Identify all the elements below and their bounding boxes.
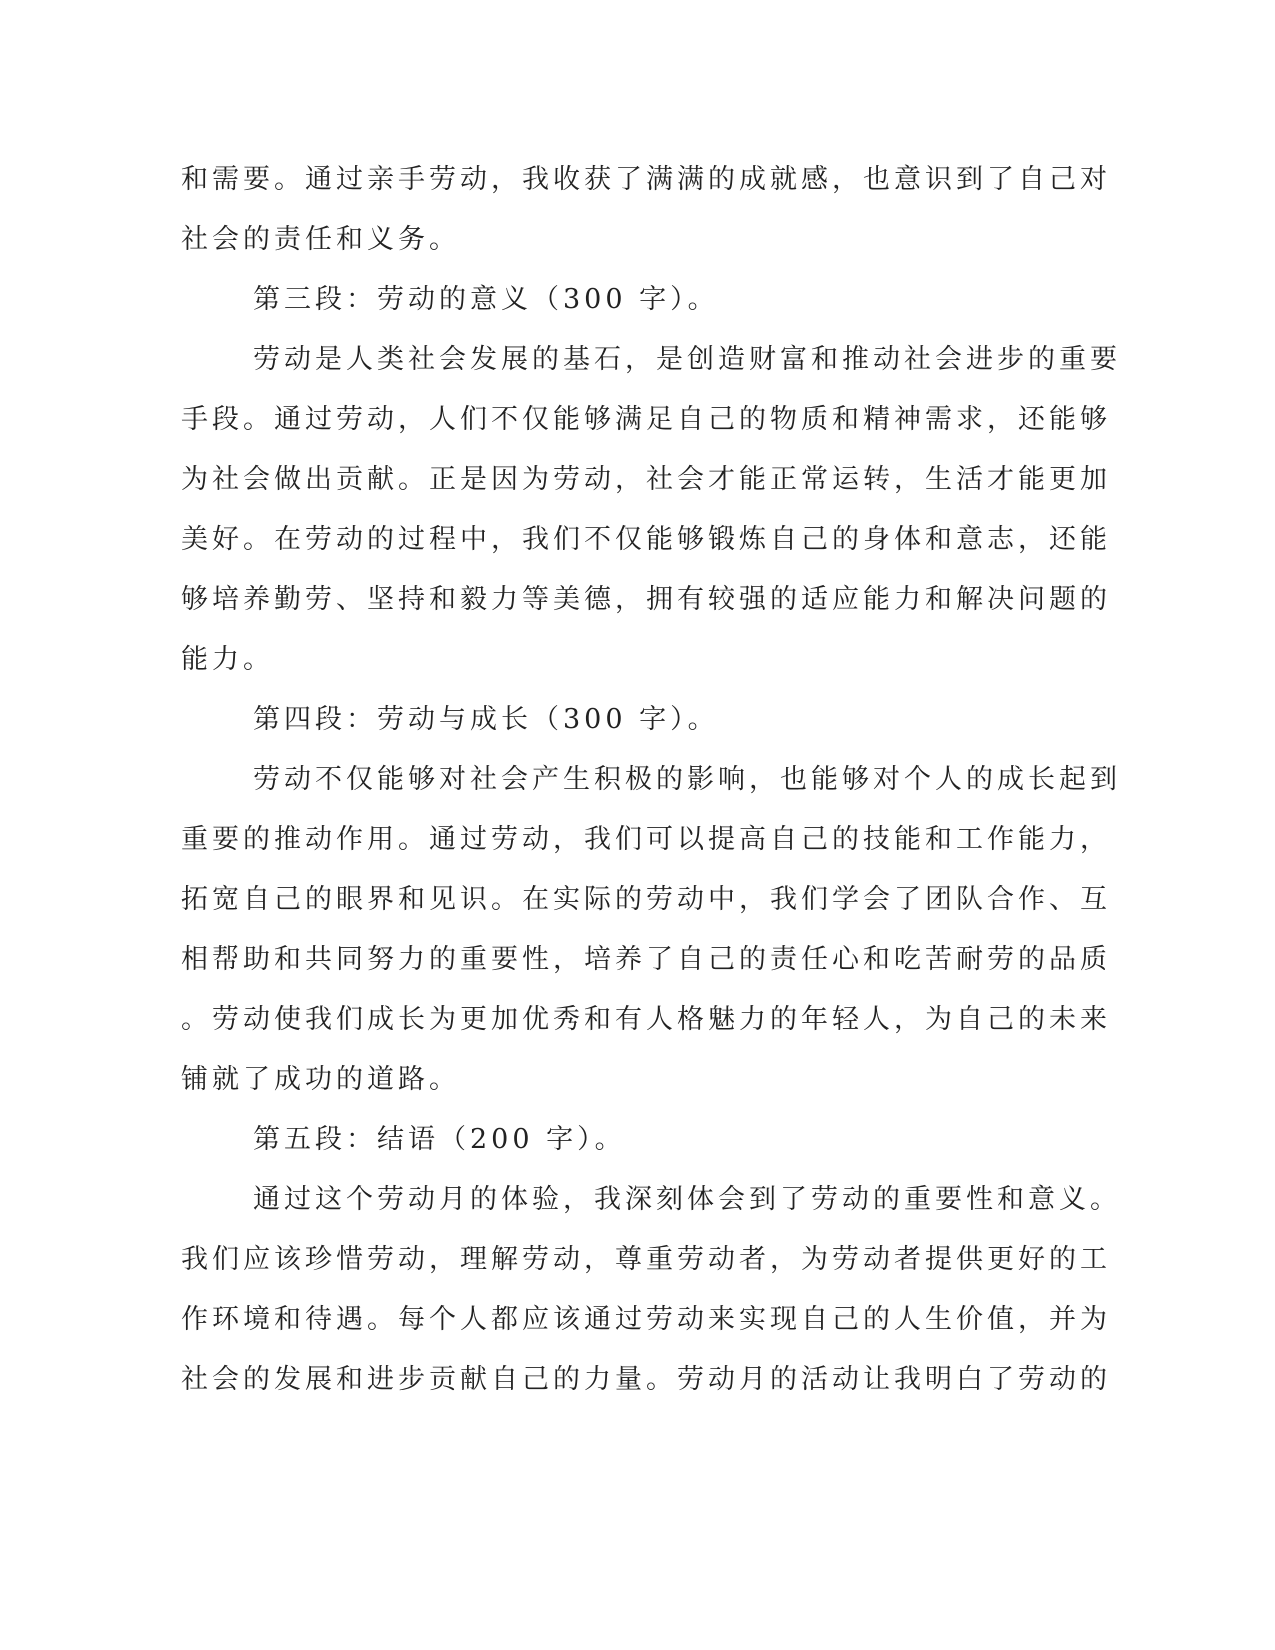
text-line: 美好。在劳动的过程中，我们不仅能够锻炼自己的身体和意志，还能 — [181, 524, 1111, 555]
text-line: 劳动是人类社会发展的基石，是创造财富和推动社会进步的重要 — [253, 344, 1121, 375]
text-line: 社会的发展和进步贡献自己的力量。劳动月的活动让我明白了劳动的 — [181, 1364, 1111, 1395]
text-line: 社会的责任和义务。 — [181, 224, 460, 255]
document-body — [181, 150, 1121, 1410]
text-line: 和需要。通过亲手劳动，我收获了满满的成就感，也意识到了自己对 — [181, 164, 1111, 195]
text-line: 作环境和待遇。每个人都应该通过劳动来实现自己的人生价值，并为 — [181, 1304, 1111, 1335]
text-line: 能力。 — [181, 644, 274, 675]
text-line: 拓宽自己的眼界和见识。在实际的劳动中，我们学会了团队合作、互 — [181, 884, 1111, 915]
text-line: 。劳动使我们成长为更加优秀和有人格魅力的年轻人，为自己的未来 — [181, 1004, 1111, 1035]
text-line: 重要的推动作用。通过劳动，我们可以提高自己的技能和工作能力， — [181, 824, 1111, 855]
text-line: 手段。通过劳动，人们不仅能够满足自己的物质和精神需求，还能够 — [181, 404, 1111, 435]
section-heading: 第五段：结语（200 字）。 — [253, 1124, 626, 1155]
text-line: 我们应该珍惜劳动，理解劳动，尊重劳动者，为劳动者提供更好的工 — [181, 1244, 1111, 1275]
text-line: 够培养勤劳、坚持和毅力等美德，拥有较强的适应能力和解决问题的 — [181, 584, 1111, 615]
text-line: 为社会做出贡献。正是因为劳动，社会才能正常运转，生活才能更加 — [181, 464, 1111, 495]
text-line: 相帮助和共同努力的重要性，培养了自己的责任心和吃苦耐劳的品质 — [181, 944, 1111, 975]
text-line: 通过这个劳动月的体验，我深刻体会到了劳动的重要性和意义。 — [253, 1184, 1121, 1215]
section-heading: 第三段：劳动的意义（300 字）。 — [253, 284, 719, 315]
section-heading: 第四段：劳动与成长（300 字）。 — [253, 704, 719, 735]
text-line: 铺就了成功的道路。 — [181, 1064, 460, 1095]
text-line: 劳动不仅能够对社会产生积极的影响，也能够对个人的成长起到 — [253, 764, 1121, 795]
